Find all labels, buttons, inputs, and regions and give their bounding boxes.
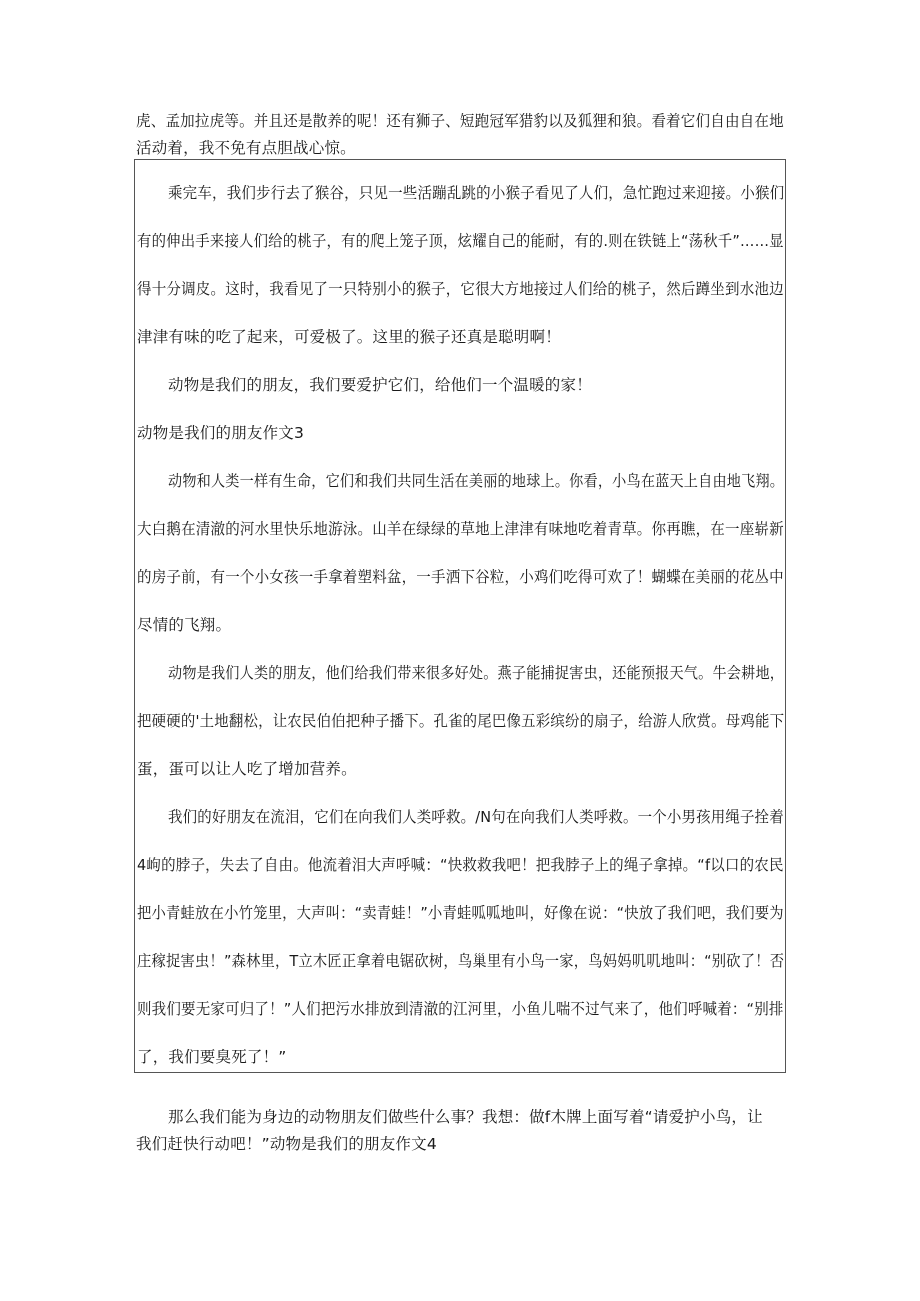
p5-line-2: 4岣的脖子，失去了自由。他流着泪大声呼喊：“快救救我吧！把我脖子上的绳子拿掉。“f以口的农民: [137, 856, 784, 874]
p4-line-2: 把硬硬的'土地翻松，让农民伯伯把种子播下。孔雀的尾巴像五彩缤纷的扇子，给游人欣赏。母鸡能下: [137, 712, 785, 730]
p4-line-3: 蛋，蛋可以让人吃了增加营养。: [137, 760, 357, 778]
p3-line-2: 大白鹅在清澈的河水里快乐地游泳。山羊在绿绿的草地上津津有味地吃着青草。你再瞧，在一座崭新: [137, 520, 784, 538]
p4-line-1: 动物是我们人类的朋友，他们给我们带来很多好处。燕子能捕捉害虫，还能预报天气。牛会耕地，: [168, 664, 785, 682]
p5-line-6: 了，我们要臭死了！”: [137, 1048, 287, 1066]
intro-line-2: 活动着，我不免有点胆战心惊。: [136, 139, 356, 157]
outro-line-1: 那么我们能为身边的动物朋友们做些什么事？我想：做f木牌上面写着“请爱护小鸟，让: [168, 1108, 763, 1126]
section-heading-3: 动物是我们的朋友作文3: [137, 424, 305, 442]
p5-line-5: 则我们要无家可归了！”人们把污水排放到清澈的江河里，小鱼儿喘不过气来了，他们呼喊着：“别排: [137, 1000, 784, 1018]
p3-line-3: 的房子前，有一个小女孩一手拿着塑料盆，一手洒下谷粒，小鸡们吃得可欢了！蝴蝶在美丽的花丛中: [137, 568, 784, 586]
p3-line-1: 动物和人类一样有生命，它们和我们共同生活在美丽的地球上。你看，小鸟在蓝天上自由地飞翔。: [168, 472, 785, 490]
p1-line-1: 乘完车，我们步行去了猴谷，只见一些活蹦乱跳的小猴子看见了人们，急忙跑过来迎接。小猴们: [168, 184, 785, 202]
p5-line-3: 把小青蛙放在小竹笼里，大声叫：“卖青蛙！”小青蛙呱呱地叫，好像在说：“快放了我们吧，我们要为: [137, 904, 784, 922]
p3-line-4: 尽情的飞翔。: [137, 616, 232, 634]
p1-line-4: 津津有味的吃了起来，可爱极了。这里的猴子还真是聪明啊！: [137, 328, 561, 346]
p1-line-3: 得十分调皮。这时，我看见了一只特别小的猴子，它很大方地接过人们给的桃子，然后蹲坐到水池边: [137, 280, 784, 298]
p5-line-1: 我们的好朋友在流泪，它们在向我们人类呼救。/N句在向我们人类呼救。一个小男孩用绳子拴着: [168, 808, 784, 826]
p2-line: 动物是我们的朋友，我们要爱护它们，给他们一个温暖的家！: [168, 376, 592, 394]
intro-line-1: 虎、孟加拉虎等。并且还是散养的呢！还有狮子、短跑冠军猎豹以及狐狸和狼。看着它们自由自在地: [136, 112, 784, 130]
outro-line-2: 我们赶快行动吧！”动物是我们的朋友作文4: [136, 1135, 437, 1153]
p1-line-2: 有的伸出手来接人们给的桃子，有的爬上笼子顶，炫耀自己的能耐，有的.则在铁链上“荡秋千”……显: [137, 232, 784, 250]
p5-line-4: 庄稼捉害虫！”森林里，T立木匠正拿着电锯砍树，鸟巢里有小鸟一家，鸟妈妈叽叽地叫：“别砍了！否: [137, 952, 785, 970]
